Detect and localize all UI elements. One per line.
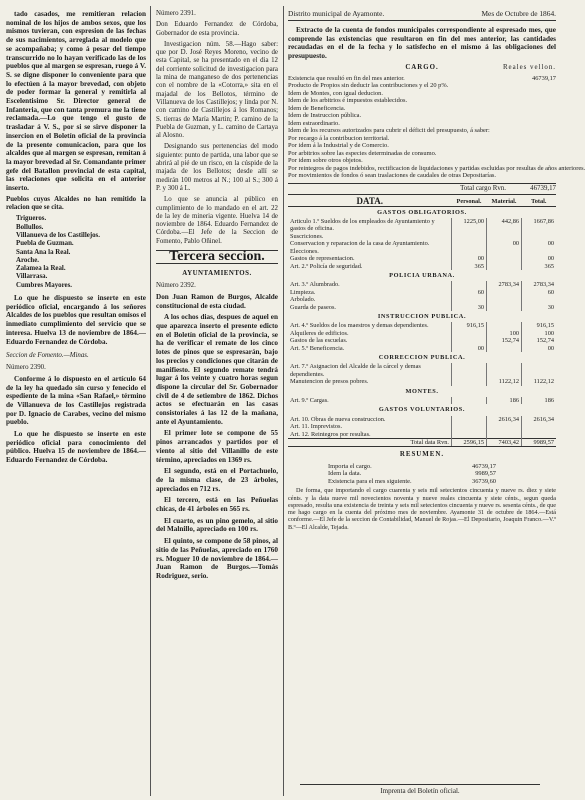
- column-header: Total.: [522, 198, 557, 206]
- list-item: Aroche.: [16, 256, 40, 264]
- section-label: Seccion de Fomento.—Minas.: [6, 352, 89, 360]
- list-item: Cumbres Mayores.: [16, 281, 73, 289]
- cargo-total: Total cargo Rvn. 46739,17: [288, 183, 556, 195]
- table-row: Idem de Montes, con igual deducion.: [288, 89, 383, 97]
- column-header: Personal.: [452, 198, 487, 206]
- notice-paragraph: A los ochos dias, despues de aquel en que aparezca inserto el presente edicto en el Boletín oficial de la provincia, se ha de verificar el remate de los cinco lotes de pinos que se espresarán, bajo los precios y condiciones que citarán de manifiesto. El segundo remate tendrá lugar á los veinte y cuatro horas segun dispone la circular del Sr. Gobernador civil de 4 de setiembre de 1862. Dichos actos se efectuarán en las casas consistoriales á las 12 de la mañana, ante el Ayuntamiento.: [156, 313, 278, 426]
- table-row: Conservacion y reparacion de la casa de Ayuntamiento. 00 00: [290, 240, 554, 248]
- table-row: Idem de Instruccion pública.: [288, 112, 362, 120]
- table-row: Suscriciones.: [288, 233, 556, 240]
- section-heading-row: CORRECCION PUBLICA.: [378, 353, 466, 361]
- list-item: Villanueva de los Castillejos.: [16, 231, 100, 239]
- section-heading-row: MONTES.: [405, 387, 439, 395]
- military-notice: [6, 10, 146, 193]
- notice-issuer: Don Eduardo Fernandez de Córdoba, Gobernador de esta provincia.: [156, 21, 278, 37]
- column-header: Material.: [487, 198, 522, 206]
- section-heading-row: GASTOS VOLUNTARIOS.: [378, 406, 466, 414]
- cargo-table: [288, 74, 585, 180]
- table-row: Idem la data. 9989,57: [328, 470, 496, 478]
- notice-paragraph: tado casados, me remitieran relacion nominal de los hijos de ambos sexos, que los mismos tuvieran, con espresion de las fechas de sus nacimientos, arreglada al modelo que se acompañaba; y como á pesar del tiempo transcurrido no lo hayan verificado las de los pueblos que al margen se espresan, ruego á V. S. se digne disponer lo conveniente para que lo efectúen á la mayor brevedad, con objeto de poder formar la general y remitirla al Escelentisimo Sr. Director general de Infanteria, que con tanta premura me la tiene reclamada.—Lo que tengo el gusto de trasladar á V. S., por si se sirve disponer la insercion en el Boletín oficial de la provincia de la presente comunicacion, para que los alcaldes que al margen se espresan, remitan á la mayor brevedad al Sr. Comandante primer gefe del Batallon provincial de esta capital, las relaciones que solicita en el anterior inserto.: [6, 10, 147, 193]
- closing-paragraph: De forma, que importando el cargo cuarenta y seis mil setecientos cincuenta y nueve rs. diez y siete cénts. y la data nueve mil novecientos noventa y nueve reales cincuenta y siete cénts., segun queda espresado, resulta una existencia de treinta y seis mil setecientos cincuenta y nueve rs. sesenta cénts., de que me hago cargo en la cuenta del próximo mes de noviembre. Ayamonte 31 de octubre de 1864.—Está conforme.—El Jefe de la seccion de Contabilidad, Manuel de Rojas.—El Depositario, Joaquin Franco.—V.º B.º—El Alcalde, Tejada.: [288, 487, 556, 531]
- table-row: Por movimientos de fondos ó sean traslaciones de caudales de otras Depositarías.: [288, 172, 496, 180]
- table-row: Por idem á la Industrial y de Comercio.: [288, 142, 389, 150]
- auction-notice: [156, 293, 278, 581]
- notice-paragraph: Investigacion núm. 58.—Hago saber: que por D. José Reyes Moreno, vecino de esta Capital, se ha presentado en el dia 12 del corriente solicitud de investigacion para la mina de manganeso de dos pertenencias con el nombre de la «Cotorra,» sita en el majadal de los Bellotos, término de Villanueva de los Castillejos; y linda por N. con camino de Castillejos á los Romanos; S. tierras de María Martin; P. camino de la Puebla de Guzman, y L. camino de Cartaya al Alosno.: [156, 40, 278, 140]
- column-right: [288, 9, 585, 534]
- cargo-title: CARGO. Reales vellon.: [405, 63, 556, 71]
- lot-item: El primer lote se compone de 55 pinos arrancados y partidos por el viento al sitio del Villanillo de este término, apreciados en 1369 rs.: [156, 429, 278, 464]
- table-row: Limpieza. 60 60: [290, 288, 554, 296]
- table-row: Alquileres de edificios. 100 100: [290, 329, 554, 337]
- section-title: Tercera seccion.: [156, 250, 278, 264]
- table-row: Por idem sobre otros objetos.: [288, 157, 363, 165]
- notice-paragraph: Lo que he dispuesto se inserte en este periódico oficial, encargando á los señores Alcaldes de los pueblos que resultan omisos el inmediato cumplimiento del servicio que se interesa. Huelva 13 de noviembre de 1864.—Eduardo Fernandez de Córdoba.: [6, 294, 146, 346]
- column-middle: [156, 10, 278, 584]
- list-item: Puebla de Guzman.: [16, 240, 74, 248]
- table-row: Por reintegros de pagos indebidos, rectificacion de liquidaciones y partidas escluidas por resultas de años anteriores.: [288, 164, 585, 172]
- column-divider: [283, 6, 284, 796]
- account-intro: Extracto de la cuenta de fondos municipales correspondiente al espresado mes, que comprende las existencias que resultaron en fin del mes anterior, las cantidades recaudadas en el de la fecha y lo satisfecho en el mismo á las obligaciones del presupuesto.: [288, 26, 556, 61]
- data-title: DATA.: [288, 198, 452, 206]
- list-item: Zalamea la Real.: [16, 265, 66, 273]
- section-heading-row: INSTRUCCION PUBLICA.: [377, 312, 467, 320]
- lot-item: El tercero, está en las Peñuelas chicas, de 41 árboles en 565 rs.: [156, 496, 278, 514]
- resumen-title: RESUMEN.: [399, 451, 445, 459]
- lot-item: El segundo, está en el Portachuelo, de la misma clase, de 23 árboles, apreciados en 712 rs.: [156, 467, 278, 493]
- table-row: Idem estraordinario.: [288, 119, 340, 127]
- table-row: Art. 2.º Policía de seguridad. 365 365: [290, 262, 554, 270]
- list-item: Trigueros.: [16, 215, 47, 223]
- resumen-table: [288, 463, 556, 478]
- printer-footer: Imprenta del Boletín oficial.: [300, 784, 540, 795]
- list-item: Bollullos.: [16, 223, 44, 231]
- notice-number: Número 2391.: [156, 10, 196, 17]
- existencia-row: Existencia para el mes siguiente. 36739,60: [328, 477, 496, 485]
- lot-item: El quinto, se compone de 58 pinos, al sitio de las Peñuelas, apreciado en 1760 rs. Moguer 10 de noviembre de 1864.—Juan Ramon de Burgos.—Tomás Rodriguez, serio.: [156, 537, 278, 580]
- table-row: Art. 9.º Cargas. 186 186: [290, 397, 554, 405]
- table-row: Arbolado.: [288, 296, 556, 303]
- section-heading-row: POLICIA URBANA.: [389, 271, 455, 279]
- mine-notice: [6, 375, 146, 465]
- data-total-row: Total data Rvn. 2596,15 7403,42 9989,57: [288, 439, 556, 447]
- order-notice: [6, 294, 146, 346]
- towns-list: [6, 215, 146, 290]
- table-row: Por recargo á la contribucion territorial.: [288, 134, 390, 142]
- data-table: [288, 198, 556, 447]
- list-item: Santa Ana la Real.: [16, 248, 71, 256]
- currency-label: Reales vellon.: [502, 63, 556, 71]
- table-row: Articulo 1.º Sueldos de los empleados de Ayuntamiento y gastos de oficina. 1225,00 442,86 1667,86: [290, 218, 554, 233]
- table-row: Art. 5.º Beneficencia. 00 00: [290, 344, 554, 352]
- table-row: Art. 4.º Sueldos de los maestros y demas dependientes. 916,15 916,15: [290, 322, 554, 330]
- table-row: Idem de Beneficencia.: [288, 104, 346, 112]
- column-left: [6, 10, 146, 468]
- table-row: Producto de Propios sin deducir las contribuciones y el 20 p%.: [288, 82, 449, 90]
- list-item: Villarrasa.: [16, 273, 48, 281]
- account-header: [288, 10, 556, 21]
- table-row: Art. 3.º Alumbrado. 2783,34 2783,34: [290, 281, 554, 289]
- table-row: Existencia que resultó en fin del mes anterior. 46739,17: [288, 74, 556, 82]
- table-row: Art. 11. Imprevistos.: [288, 423, 556, 430]
- table-row: Idem de los arbitrios é impuestos establecidos.: [288, 97, 408, 105]
- lot-item: El cuarto, es un pino gemelo, al sitio del Malnillo, apreciado en 100 rs.: [156, 516, 278, 534]
- notice-paragraph: Conforme á lo dispuesto en el artículo 64 de la ley ha quedado sin curso y fenecido el espediente de la mina «San Rafael,» término de Villanueva de los Castillejos registrada por D. Ignacio de Carabes, vecino del mismo pueblo.: [6, 374, 146, 427]
- table-row: Art. 10. Obras de nueva construccion. 2616,34 2616,34: [290, 415, 554, 423]
- table-row: Guarda de paseos. 30 30: [290, 303, 554, 311]
- section-subtitle: AYUNTAMIENTOS.: [182, 270, 252, 278]
- table-row: Art. 12. Reintegros por resultas.: [288, 431, 556, 439]
- table-row: Gastos de representacion. 00 00: [290, 255, 554, 263]
- table-row: Elecciones.: [288, 248, 556, 255]
- table-row: Idem de los recursos autorizados para cubrir el déficit del presupuesto, á saber:: [288, 127, 490, 135]
- notice-paragraph: Lo que he dispuesto se inserte en este periódico oficial para conocimiento del público. Huelva 15 de noviembre de 1864.—Eduardo Fernandez de Córdoba.: [6, 430, 146, 465]
- notice-number: Número 2392.: [156, 281, 196, 289]
- notice-paragraph: Lo que se anuncia al público en cumplimiento de lo mandado en el art. 22 de la ley de mineria vigente. Huelva 14 de noviembre de 1864. Eduardo Fernandez de Córdoba.—El Jefe de la Seccion de Fomento, Pablo Oñinel.: [156, 196, 278, 245]
- table-row: Por arbitrios sobre las especies determinadas de consumo.: [288, 149, 437, 157]
- table-row: Gastos de las escuelas. 152,74 152,74: [290, 337, 554, 345]
- table-row: Art. 7.º Asignacion del Alcalde de la cárcel y demas dependientes.: [288, 363, 556, 378]
- table-row: Importa el cargo. 46739,17: [328, 462, 496, 470]
- district-name: Distrito municipal de Ayamonte.: [288, 9, 385, 18]
- notice-issuer: Don Juan Ramon de Burgos, Alcalde constitucional de esta ciudad.: [156, 292, 278, 310]
- towns-heading: Pueblos cuyos Alcaldes no han remitido la relacion que se cita.: [6, 195, 146, 212]
- month-label: Mes de Octubre de 1864.: [481, 9, 556, 18]
- notice-number: Número 2390.: [6, 363, 46, 371]
- notice-paragraph: Designando sus pertenencias del modo siguiente: punto de partida, una labor que se abrirá al pié de un risco, en la cúspide de la majada de los Bellotos; desde allí se medirán 100 metros al N.; 100 al S.; 300 á P. y 300 á L.: [156, 143, 278, 192]
- table-row: Manutencion de presos pobres. 1122,12 1122,12: [290, 378, 554, 386]
- column-divider: [150, 6, 151, 796]
- section-heading-row: GASTOS OBLIGATORIOS.: [377, 208, 467, 216]
